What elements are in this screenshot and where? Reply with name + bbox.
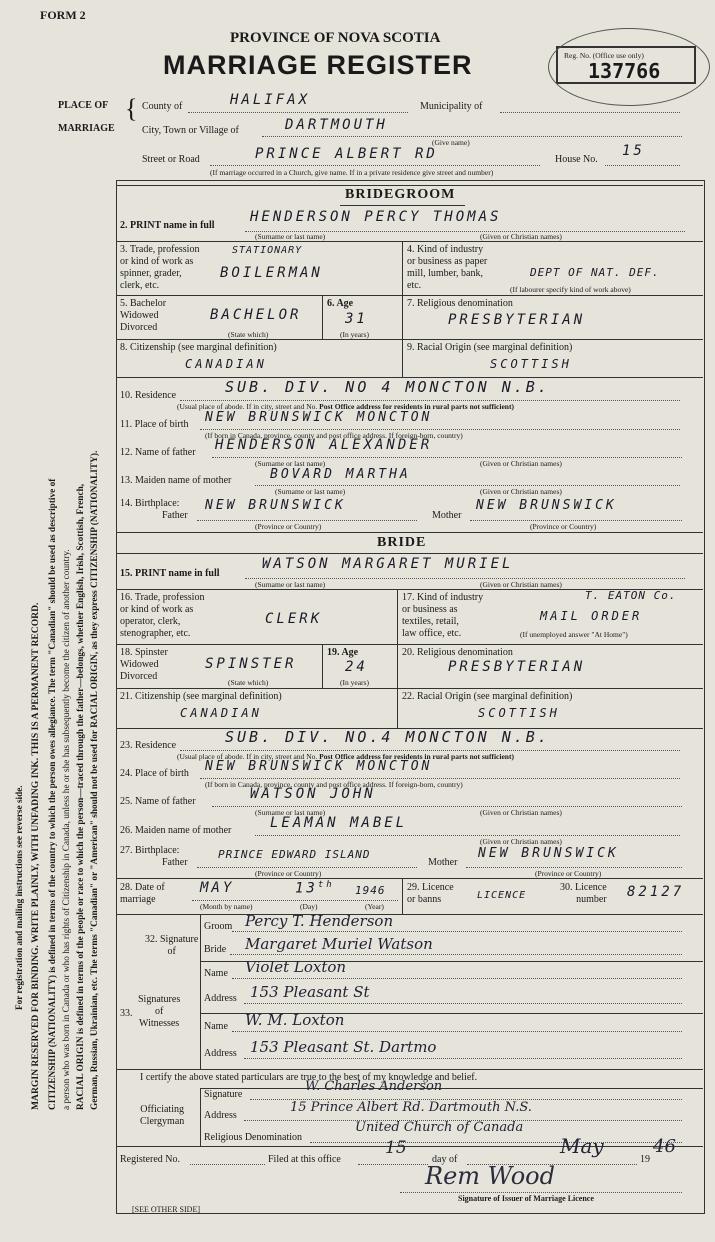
- q2-label: 2. PRINT name in full: [120, 220, 215, 231]
- q16-block: [120, 592, 204, 640]
- q5-line-c: Divorced: [120, 322, 158, 333]
- q7-label: 7. Religious denomination: [407, 298, 513, 309]
- year-note: (Year): [365, 902, 384, 911]
- groom-origin: SCOTTISH: [490, 357, 572, 371]
- q29-block: [407, 882, 454, 906]
- margin-line-1: For registration and mailing instructions see reverse side.: [14, 785, 24, 1010]
- groom-name: HENDERSON PERCY THOMAS: [250, 209, 502, 225]
- q26-label: 26. Maiden name of mother: [120, 825, 232, 836]
- q27-label: 27. Birthplace:: [120, 845, 180, 856]
- q4-line-c: mill, lumber, bank,: [407, 268, 483, 279]
- year-prefix: 19: [640, 1154, 650, 1165]
- q22-label: 22. Racial Origin (see marginal definition): [402, 691, 573, 702]
- bride-mother-bp-label: Mother: [428, 857, 458, 868]
- witness2-address-label: Address: [204, 1048, 237, 1059]
- margin-line-5: RACIAL ORIGIN is defined in terms of the people or race to which the person—traced through the father—belongs, whether English, Irish, Scottish, French,: [76, 483, 86, 1110]
- q3-line-c: spinner, grader,: [120, 268, 182, 279]
- q28-block: [120, 882, 165, 906]
- groom-trade-1: STATIONARY: [232, 245, 303, 256]
- groom-birth-note: (If born in Canada, province, county and post office address. If foreign-born, country): [205, 431, 463, 440]
- witness2-name-label: Name: [204, 1021, 228, 1032]
- q30-line-b: number: [576, 894, 607, 905]
- place-note: (If marriage occurred in a Church, give name. If in a private residence give street and number): [210, 168, 494, 177]
- marriage-day: [295, 880, 335, 897]
- groom-mother-bp: NEW BRUNSWICK: [476, 498, 617, 513]
- q21-label: 21. Citizenship (see marginal definition): [120, 691, 282, 702]
- city-label: City, Town or Village of: [142, 125, 239, 136]
- margin-line-2: MARGIN RESERVED FOR BINDING. WRITE PLAINLY, WITH UNFADING INK. THIS IS A PERMANENT RECORD.: [30, 602, 41, 1110]
- bride-signature: Margaret Muriel Watson: [245, 935, 433, 953]
- county-label: County of: [142, 101, 183, 112]
- groom-signature: Percy T. Henderson: [245, 912, 394, 930]
- groom-birth: NEW BRUNSWICK MONCTON: [205, 410, 433, 425]
- q3-line-b: or kind of work as: [120, 256, 194, 267]
- bride-name: WATSON MARGARET MURIEL: [262, 556, 514, 572]
- q32-line-a: 32. Signature: [145, 934, 199, 945]
- municipality-label: Municipality of: [420, 101, 483, 112]
- margin-line-4: a person who was born in Canada or who has rights of Citizenship in Canada, unless he or she has subsequently become the citizen of another country.: [62, 549, 72, 1110]
- marriage-label: MARRIAGE: [58, 123, 115, 134]
- groom-res-note: (Usual place of abode. If in city, street and No.: [177, 402, 318, 411]
- bride-surname-note: (Surname or last name): [255, 580, 326, 589]
- bride-in-years: (In years): [340, 678, 369, 687]
- bride-state-which: (State which): [228, 678, 269, 687]
- q16-line-c: operator, clerk,: [120, 616, 181, 627]
- q11-label: 11. Place of birth: [120, 419, 189, 430]
- reg-number: 137766: [588, 59, 661, 83]
- bride-origin: SCOTTISH: [478, 706, 560, 720]
- margin-line-3: CITIZENSHIP (NATIONALITY) is defined in terms of the country to which the person owes allegiance. The term "Canadian" should be used as descriptive of: [48, 478, 58, 1110]
- q5-line-b: Widowed: [120, 310, 159, 321]
- groom-surname-note: (Surname or last name): [255, 232, 326, 241]
- bride-res-note-b: Post Office address for residents in rural parts not sufficient): [319, 752, 514, 761]
- q4-line-b: or business as paper: [407, 256, 488, 267]
- q17-block: [402, 592, 483, 640]
- groom-father-bp-label: Father: [162, 510, 188, 521]
- clergy-address: 15 Prince Albert Rd. Dartmouth N.S.: [290, 1100, 532, 1115]
- q17-line-a: 17. Kind of industry: [402, 592, 484, 603]
- marriage-day-number: 13: [295, 880, 318, 897]
- groom-mother-bp-note: (Province or Country): [530, 522, 597, 531]
- q12-label: 12. Name of father: [120, 447, 196, 458]
- clergy-signature: W. Charles Anderson: [305, 1079, 443, 1094]
- filed-year: 46: [653, 1136, 676, 1157]
- q33-label: 33.: [120, 1008, 133, 1019]
- witness1-address-label: Address: [204, 993, 237, 1004]
- brace-icon: {: [125, 94, 138, 123]
- bride-father-surname-note: (Surname or last name): [255, 808, 326, 817]
- bride-res-note: (Usual place of abode. If in city, street and No.: [177, 752, 318, 761]
- groom-state-which: (State which): [228, 330, 269, 339]
- bride-industry-2: MAIL ORDER: [540, 609, 643, 623]
- marriage-month: MAY: [200, 880, 235, 896]
- house-value: 15: [622, 143, 645, 159]
- q29-line-b: or banns: [407, 894, 442, 905]
- issuer-signature: Rem Wood: [425, 1162, 555, 1190]
- groom-father: HENDERSON ALEXANDER: [215, 437, 433, 453]
- bride-father-bp: PRINCE EDWARD ISLAND: [218, 848, 371, 861]
- q4-block: [407, 244, 487, 292]
- q5-block: [120, 298, 166, 334]
- q25-label: 25. Name of father: [120, 796, 196, 807]
- q3-line-a: 3. Trade, profession: [120, 244, 200, 255]
- q6-label: 6. Age: [327, 298, 354, 309]
- witness-line-a: Signatures: [138, 994, 181, 1005]
- bride-mother: LEAMAN MABEL: [270, 815, 408, 831]
- q8-label: 8. Citizenship (see marginal definition): [120, 342, 277, 353]
- day-note: (Day): [300, 902, 318, 911]
- clergy-denomination: United Church of Canada: [355, 1120, 524, 1135]
- q32-line-b: of: [167, 946, 176, 957]
- clergy-block: [140, 1104, 184, 1128]
- house-label: House No.: [555, 154, 598, 165]
- bride-religion: PRESBYTERIAN: [448, 659, 586, 675]
- margin-line-6: German, Russian, Ukrainian, etc. The terms "Canadian" or "American" should not be used for RACIAL ORIGIN, as they express CITIZENSHIP (NATIONALITY).: [90, 450, 100, 1110]
- licence-number: 82127: [627, 884, 685, 900]
- q23-label: 23. Residence: [120, 740, 177, 751]
- q18-line-a: 18. Spinster: [120, 647, 168, 658]
- groom-age: 31: [345, 311, 368, 327]
- witness1-name: Violet Loxton: [245, 958, 347, 976]
- margin-definitions: [0, 0, 112, 1242]
- groom-father-bp: NEW BRUNSWICK: [205, 498, 346, 513]
- q19-label: 19. Age: [327, 647, 359, 658]
- form-number: FORM 2: [40, 8, 86, 22]
- q9-label: 9. Racial Origin (see marginal definition): [407, 342, 573, 353]
- witness2-name: W. M. Loxton: [245, 1011, 345, 1029]
- bride-father: WATSON JOHN: [250, 786, 376, 802]
- bride-mother-bp-note: (Province or Country): [535, 869, 602, 878]
- county-value: HALIFAX: [230, 92, 311, 108]
- filed-day: 15: [385, 1138, 407, 1158]
- groom-father-surname-note: (Surname or last name): [255, 459, 326, 468]
- q4-line-d: etc.: [407, 280, 422, 291]
- q32-block: [145, 934, 198, 958]
- bride-birth: NEW BRUNSWICK MONCTON: [205, 759, 433, 774]
- bride-age: 24: [345, 659, 368, 675]
- bride-trade: CLERK: [265, 611, 323, 627]
- q18-block: [120, 647, 168, 683]
- groom-residence: SUB. DIV. NO 4 MONCTON N.B.: [225, 378, 550, 396]
- bride-father-given-note: (Given or Christian names): [480, 808, 562, 817]
- groom-citizenship: CANADIAN: [185, 357, 267, 371]
- q3-block: [120, 244, 199, 292]
- reg-number-label: Reg. No. (Office use only): [564, 51, 644, 60]
- q15-label: 15. PRINT name in full: [120, 568, 220, 579]
- witness1-address: 153 Pleasant St: [250, 983, 370, 1001]
- q18-line-c: Divorced: [120, 671, 158, 682]
- q14-label: 14. Birthplace:: [120, 498, 180, 509]
- groom-mother: BOVARD MARTHA: [270, 467, 411, 482]
- place-of-label: PLACE OF: [58, 100, 109, 111]
- q28-line-a: 28. Date of: [120, 882, 165, 893]
- bride-mother-bp: NEW BRUNSWICK: [478, 846, 619, 861]
- q3-line-d: clerk, etc.: [120, 280, 160, 291]
- q16-line-b: or kind of work as: [120, 604, 194, 615]
- groom-father-bp-note: (Province or Country): [255, 522, 322, 531]
- q17-line-c: textiles, retail,: [402, 616, 459, 627]
- street-value: PRINCE ALBERT RD: [255, 146, 438, 162]
- stamp-oval: [548, 28, 710, 106]
- witness2-address: 153 Pleasant St. Dartmo: [250, 1038, 437, 1056]
- q13-label: 13. Maiden name of mother: [120, 475, 232, 486]
- groom-religion: PRESBYTERIAN: [448, 312, 586, 328]
- groom-mother-surname-note: (Surname or last name): [275, 487, 346, 496]
- groom-trade-2: BOILERMAN: [220, 265, 323, 281]
- city-value: DARTMOUTH: [285, 117, 388, 133]
- q16-line-d: stenographer, etc.: [120, 628, 191, 639]
- bride-father-bp-note: (Province or Country): [255, 869, 322, 878]
- marriage-day-suffix: th: [317, 880, 335, 890]
- clergy-sig-label: Signature: [204, 1089, 243, 1100]
- witness1-name-label: Name: [204, 968, 228, 979]
- q18-line-b: Widowed: [120, 659, 159, 670]
- bride-residence: SUB. DIV. NO.4 MONCTON N.B.: [225, 728, 550, 746]
- bride-citizenship: CANADIAN: [180, 706, 262, 720]
- bride-heading: BRIDE: [377, 535, 427, 550]
- witness-line-c: Witnesses: [139, 1018, 180, 1029]
- register-title: MARRIAGE REGISTER: [163, 50, 473, 80]
- groom-labourer-note: (If labourer specify kind of work above): [510, 285, 631, 294]
- licence-type: LICENCE: [477, 890, 527, 901]
- bride-unemployed-note: (If unemployed answer "At Home"): [520, 630, 628, 639]
- q17-line-b: or business as: [402, 604, 458, 615]
- groom-father-given-note: (Given or Christian names): [480, 459, 562, 468]
- groom-given-note: (Given or Christian names): [480, 232, 562, 241]
- issuer-label: Signature of Issuer of Marriage Licence: [458, 1194, 594, 1203]
- bride-father-bp-label: Father: [162, 857, 188, 868]
- q30-block: [560, 882, 607, 906]
- clergy-line-a: Officiating: [140, 1104, 184, 1115]
- q29-line-a: 29. Licence: [407, 882, 454, 893]
- groom-sig-label: Groom: [204, 921, 233, 932]
- q20-label: 20. Religious denomination: [402, 647, 513, 658]
- q17-line-d: law office, etc.: [402, 628, 462, 639]
- denomination-label: Religious Denomination: [204, 1132, 303, 1143]
- give-name-note: (Give name): [432, 138, 470, 147]
- bride-industry-1: T. EATON Co.: [585, 589, 677, 602]
- q16-line-a: 16. Trade, profession: [120, 592, 205, 603]
- groom-in-years: (In years): [340, 330, 369, 339]
- registered-label: Registered No.: [120, 1154, 180, 1165]
- certify-text: I certify the above stated particulars are true to the best of my knowledge and belief.: [140, 1072, 478, 1083]
- bride-given-note: (Given or Christian names): [480, 580, 562, 589]
- q10-label: 10. Residence: [120, 390, 177, 401]
- day-of-label: day of: [432, 1154, 458, 1165]
- filed-month: May: [560, 1134, 604, 1158]
- street-label: Street or Road: [142, 154, 200, 165]
- bridegroom-heading: BRIDEGROOM: [345, 187, 456, 202]
- q28-line-b: marriage: [120, 894, 156, 905]
- q4-line-a: 4. Kind of industry: [407, 244, 484, 255]
- witness-block: [138, 994, 180, 1030]
- province-heading: PROVINCE OF NOVA SCOTIA: [230, 30, 441, 46]
- groom-status: BACHELOR: [210, 307, 302, 323]
- see-other-side: [SEE OTHER SIDE]: [132, 1205, 200, 1214]
- bride-mother-given-note: (Given or Christian names): [480, 837, 562, 846]
- bride-sig-label: Bride: [204, 944, 227, 955]
- bride-status: SPINSTER: [205, 656, 297, 672]
- groom-industry: DEPT OF NAT. DEF.: [530, 266, 660, 279]
- bride-birth-note: (If born in Canada, province, county and post office address. If foreign-born, country): [205, 780, 463, 789]
- clergy-address-label: Address: [204, 1110, 237, 1121]
- q24-label: 24. Place of birth: [120, 768, 189, 779]
- groom-res-note-b: Post Office address for residents in rural parts not sufficient): [319, 402, 514, 411]
- marriage-year: 1946: [355, 884, 386, 897]
- groom-mother-bp-label: Mother: [432, 510, 462, 521]
- filed-label: Filed at this office: [268, 1154, 341, 1165]
- witness-line-b: of: [154, 1006, 164, 1017]
- q5-line-a: 5. Bachelor: [120, 298, 167, 309]
- clergy-line-b: Clergyman: [140, 1116, 185, 1127]
- groom-mother-given-note: (Given or Christian names): [480, 487, 562, 496]
- month-note: (Month by name): [200, 902, 253, 911]
- q30-line-a: 30. Licence: [560, 882, 607, 893]
